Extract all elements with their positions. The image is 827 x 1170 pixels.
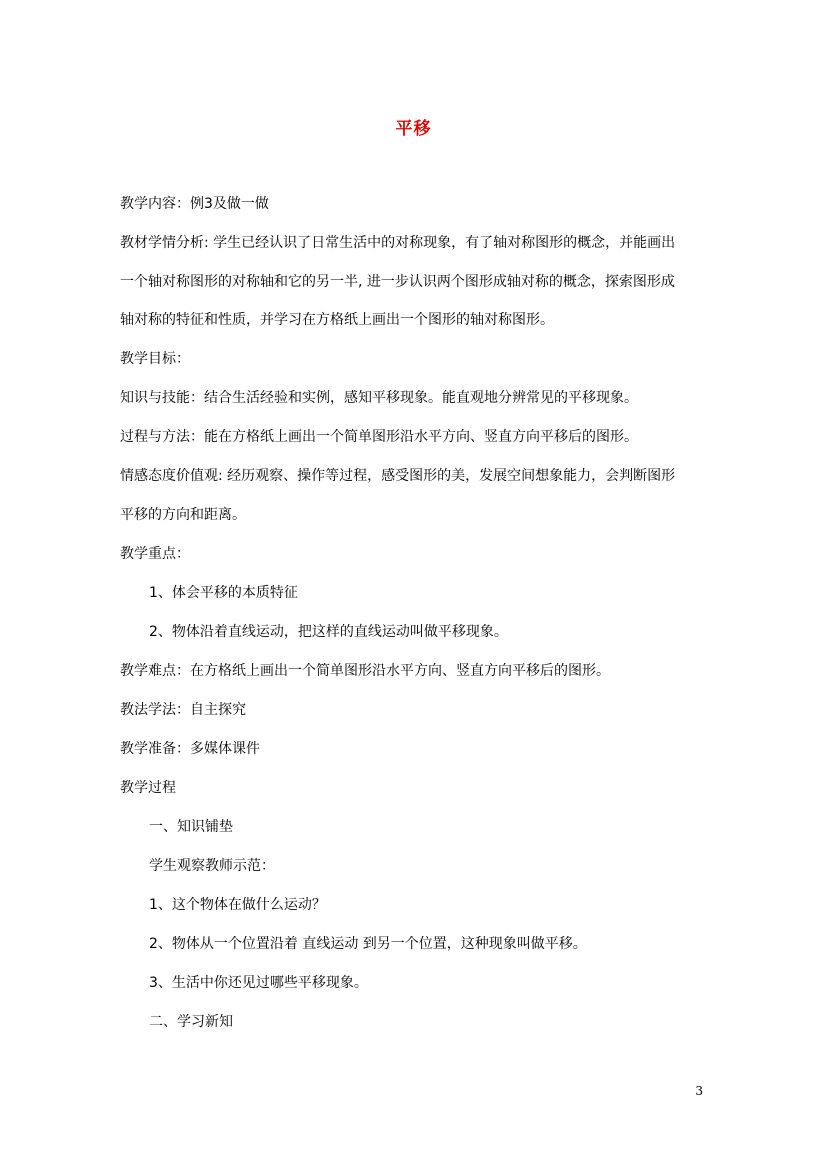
text-line-analysis-2: 一个轴对称图形的对称轴和它的另一半, 进一步认识两个图形成轴对称的概念，探索图形成 bbox=[120, 274, 675, 290]
text-line-process-heading: 教学过程 bbox=[120, 780, 176, 796]
text-line-section-2: 二、学习新知 bbox=[149, 1014, 233, 1030]
text-line-method: 教法学法：自主探究 bbox=[120, 702, 246, 718]
text-line-difficulty: 教学难点：在方格纸上画出一个简单图形沿水平方向、竖直方向平移后的图形。 bbox=[120, 663, 610, 679]
text-line-knowledge-skills: 知识与技能：结合生活经验和实例，感知平移现象。能直观地分辨常见的平移现象。 bbox=[120, 390, 638, 406]
text-line-question-2: 2、物体从一个位置沿着 直线运动 到另一个位置，这种现象叫做平移。 bbox=[149, 936, 587, 952]
text-line-teaching-content: 教学内容：例3及做一做 bbox=[120, 196, 269, 212]
document-title: 平移 bbox=[395, 119, 432, 139]
text-line-key-point-1: 1、体会平移的本质特征 bbox=[149, 585, 298, 601]
text-line-preparation: 教学准备：多媒体课件 bbox=[120, 741, 260, 757]
text-line-emotion-1: 情感态度价值观: 经历观察、操作等过程，感受图形的美，发展空间想象能力，会判断图形 bbox=[120, 468, 676, 484]
text-line-key-point-2: 2、物体沿着直线运动，把这样的直线运动叫做平移现象。 bbox=[149, 624, 508, 640]
text-line-key-points-heading: 教学重点： bbox=[120, 546, 190, 562]
text-line-emotion-2: 平移的方向和距离。 bbox=[120, 507, 246, 523]
text-line-section-1: 一、知识铺垫 bbox=[149, 819, 233, 835]
text-line-observe: 学生观察教师示范： bbox=[149, 858, 275, 874]
text-line-analysis-3: 轴对称的特征和性质，并学习在方格纸上画出一个图形的轴对称图形。 bbox=[120, 312, 554, 328]
text-line-question-3: 3、生活中你还见过哪些平移现象。 bbox=[149, 975, 368, 991]
text-line-process-method: 过程与方法：能在方格纸上画出一个简单图形沿水平方向、竖直方向平移后的图形。 bbox=[120, 429, 638, 445]
text-line-question-1: 1、这个物体在做什么运动？ bbox=[149, 897, 326, 913]
page-number: 3 bbox=[695, 1084, 703, 1098]
text-line-objectives-heading: 教学目标： bbox=[120, 351, 190, 367]
text-line-analysis-1: 教材学情分析: 学生已经认识了日常生活中的对称现象，有了轴对称图形的概念，并能画出 bbox=[120, 235, 676, 251]
